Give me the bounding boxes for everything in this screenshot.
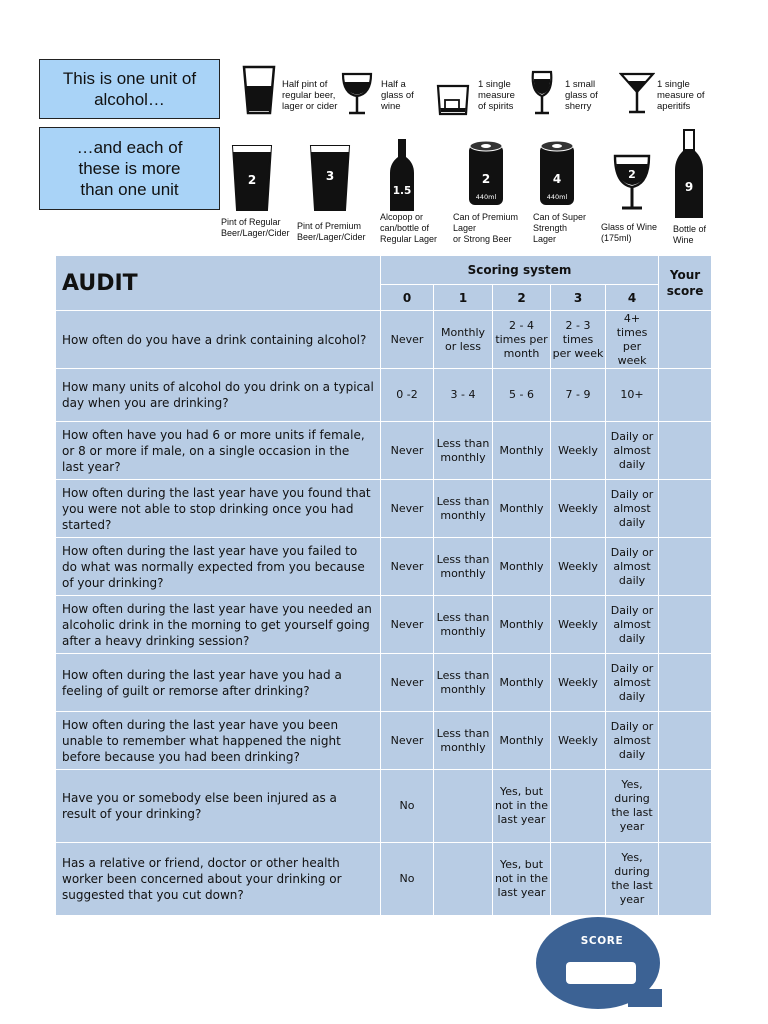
answer-option-score-3: [551, 770, 606, 843]
answer-option-score-1: Less than monthly: [434, 712, 493, 770]
answer-option-score-1: [434, 843, 493, 916]
audit-question-row: [56, 596, 712, 654]
your-score-header: Your score: [659, 256, 712, 311]
score-label: SCORE: [580, 935, 624, 947]
answer-option-score-3: Weekly: [551, 596, 606, 654]
answer-option-score-2: Monthly: [493, 712, 551, 770]
your-score-cell[interactable]: [659, 311, 712, 369]
answer-option-score-0: Never: [381, 538, 434, 596]
answer-option-score-0: Never: [381, 712, 434, 770]
drink-label: 1 single measure of spirits: [478, 79, 515, 112]
unit-count: 1.5: [392, 185, 412, 197]
answer-option-score-4: Yes, during the last year: [606, 770, 659, 843]
answer-option-score-2: Yes, but not in the last year: [493, 770, 551, 843]
drink-label: Pint of Premium Beer/Lager/Cider: [297, 221, 366, 242]
answer-option-score-3: Weekly: [551, 422, 606, 480]
answer-option-score-4: Daily or almost daily: [606, 712, 659, 770]
answer-option-score-2: Monthly: [493, 654, 551, 712]
your-score-cell[interactable]: [659, 422, 712, 480]
answer-option-score-4: Daily or almost daily: [606, 480, 659, 538]
drink-label: Bottle of Wine: [673, 224, 707, 245]
answer-option-score-2: 2 - 4 times per month: [493, 311, 551, 369]
can-premium-icon: [467, 139, 505, 207]
answer-option-score-1: Less than monthly: [434, 422, 493, 480]
answer-option-score-0: Never: [381, 422, 434, 480]
answer-option-score-1: Less than monthly: [434, 480, 493, 538]
audit-question-row: [56, 369, 712, 422]
answer-option-score-3: 7 - 9: [551, 369, 606, 422]
your-score-cell[interactable]: [659, 538, 712, 596]
answer-option-score-1: [434, 770, 493, 843]
answer-option-score-0: No: [381, 843, 434, 916]
more-units-text: …and each of these is more than one unit: [76, 138, 183, 199]
answer-option-score-0: Never: [381, 311, 434, 369]
wine-bottle-icon: [673, 128, 705, 220]
question-text: Has a relative or friend, doctor or other health worker been concerned about your drinking or suggested that you cut down?: [56, 843, 381, 916]
audit-title: AUDIT: [56, 256, 381, 311]
question-text: How often do you have a drink containing alcohol?: [56, 311, 381, 369]
one-unit-callout: [39, 59, 220, 119]
answer-option-score-1: 3 - 4: [434, 369, 493, 422]
answer-option-score-4: Daily or almost daily: [606, 596, 659, 654]
score-1-header: 1: [434, 285, 493, 311]
unit-count: 9: [684, 180, 694, 194]
question-text: How often have you had 6 or more units if female, or 8 or more if male, on a single occasion in the last year?: [56, 422, 381, 480]
can-size: 440ml: [475, 193, 497, 201]
score-4-header: 4: [606, 285, 659, 311]
answer-option-score-3: Weekly: [551, 654, 606, 712]
answer-option-score-0: Never: [381, 596, 434, 654]
answer-option-score-4: Daily or almost daily: [606, 422, 659, 480]
drink-label: Can of Premium Lager or Strong Beer: [453, 212, 519, 244]
audit-question-row: [56, 480, 712, 538]
answer-option-score-2: Yes, but not in the last year: [493, 843, 551, 916]
audit-question-row: [56, 654, 712, 712]
answer-option-score-0: 0 -2: [381, 369, 434, 422]
question-text: How often during the last year have you found that you were not able to stop drinking once you had started?: [56, 480, 381, 538]
drink-label: Glass of Wine (175ml): [601, 222, 658, 243]
answer-option-score-3: [551, 843, 606, 916]
wine-glass-large-icon: [613, 154, 651, 212]
answer-option-score-3: 2 - 3 times per week: [551, 311, 606, 369]
answer-option-score-0: No: [381, 770, 434, 843]
drink-label: Alcopop or can/bottle of Regular Lager: [380, 212, 438, 244]
answer-option-score-1: Less than monthly: [434, 654, 493, 712]
question-text: How often during the last year have you failed to do what was normally expected from you because of your drinking?: [56, 538, 381, 596]
score-3-header: 3: [551, 285, 606, 311]
can-super-strength-icon: [538, 139, 576, 207]
your-score-cell[interactable]: [659, 843, 712, 916]
drink-label: Pint of Regular Beer/Lager/Cider: [221, 217, 290, 238]
answer-option-score-3: Weekly: [551, 480, 606, 538]
your-score-cell[interactable]: [659, 480, 712, 538]
question-text: How many units of alcohol do you drink on a typical day when you are drinking?: [56, 369, 381, 422]
more-units-callout: [39, 127, 220, 210]
audit-question-row: [56, 311, 712, 369]
answer-option-score-2: Monthly: [493, 422, 551, 480]
unit-count: 2: [247, 173, 257, 187]
martini-glass-icon: [619, 72, 655, 116]
wine-glass-icon: [341, 72, 373, 116]
can-size: 440ml: [546, 193, 568, 201]
sherry-glass-icon: [530, 70, 554, 116]
audit-question-row: [56, 843, 712, 916]
answer-option-score-1: Less than monthly: [434, 596, 493, 654]
one-unit-text: This is one unit of alcohol…: [62, 69, 197, 109]
unit-count: 2: [628, 168, 636, 181]
answer-option-score-4: Daily or almost daily: [606, 538, 659, 596]
unit-count: 3: [325, 169, 335, 183]
answer-option-score-4: 10+: [606, 369, 659, 422]
your-score-cell[interactable]: [659, 654, 712, 712]
score-2-header: 2: [493, 285, 551, 311]
question-text: Have you or somebody else been injured as a result of your drinking?: [56, 770, 381, 843]
drink-label: Half a glass of wine: [381, 79, 414, 112]
drink-label: Half pint of regular beer, lager or cider: [282, 79, 338, 112]
total-score-field[interactable]: [566, 962, 636, 984]
answer-option-score-2: 5 - 6: [493, 369, 551, 422]
answer-option-score-2: Monthly: [493, 538, 551, 596]
score-0-header: 0: [381, 285, 434, 311]
half-pint-icon: [241, 64, 277, 116]
drink-label: Can of Super Strength Lager: [533, 212, 587, 244]
pint-premium-icon: [308, 143, 352, 213]
your-score-cell[interactable]: [659, 712, 712, 770]
audit-table: [55, 255, 712, 916]
scoring-system-header: Scoring system: [381, 256, 659, 285]
answer-option-score-2: Monthly: [493, 596, 551, 654]
answer-option-score-4: Daily or almost daily: [606, 654, 659, 712]
unit-count: 2: [481, 172, 491, 186]
answer-option-score-2: Monthly: [493, 480, 551, 538]
spirit-tumbler-icon: [436, 84, 470, 116]
audit-question-row: [56, 712, 712, 770]
answer-option-score-1: Less than monthly: [434, 538, 493, 596]
question-text: How often during the last year have you been unable to remember what happened the night before because you had been drinking?: [56, 712, 381, 770]
audit-question-row: [56, 422, 712, 480]
answer-option-score-3: Weekly: [551, 538, 606, 596]
answer-option-score-3: Weekly: [551, 712, 606, 770]
question-text: How often during the last year have you needed an alcoholic drink in the morning to get yourself going after a heavy drinking session?: [56, 596, 381, 654]
your-score-cell[interactable]: [659, 369, 712, 422]
question-text: How often during the last year have you had a feeling of guilt or remorse after drinking?: [56, 654, 381, 712]
audit-question-row: [56, 538, 712, 596]
your-score-cell[interactable]: [659, 770, 712, 843]
alcopop-bottle-icon: [388, 137, 416, 213]
audit-question-row: [56, 770, 712, 843]
unit-count: 4: [552, 172, 562, 186]
your-score-cell[interactable]: [659, 596, 712, 654]
answer-option-score-0: Never: [381, 480, 434, 538]
drink-label: 1 small glass of sherry: [565, 79, 598, 112]
answer-option-score-1: Monthly or less: [434, 311, 493, 369]
drink-label: 1 single measure of aperitifs: [657, 79, 705, 112]
answer-option-score-4: Yes, during the last year: [606, 843, 659, 916]
answer-option-score-4: 4+ times per week: [606, 311, 659, 369]
answer-option-score-0: Never: [381, 654, 434, 712]
pint-regular-icon: [230, 143, 274, 213]
